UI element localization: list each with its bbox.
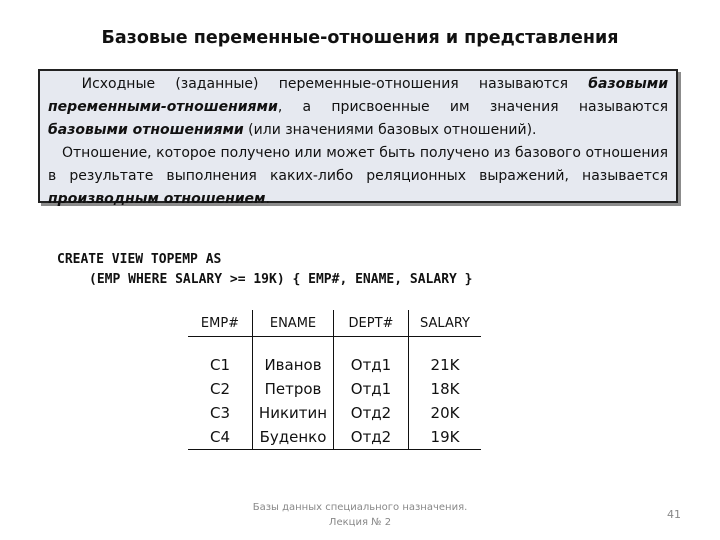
- cell-emp-number: С4: [188, 425, 253, 450]
- definition-text: (или значениями базовых отношений).: [243, 122, 537, 138]
- table-row: [188, 425, 481, 450]
- definition-box: [38, 69, 678, 207]
- page-number: 41: [667, 508, 681, 521]
- cell-dept-number: Отд1: [334, 337, 409, 378]
- cell-emp-number: С1: [209, 356, 231, 374]
- cell-ename: Петров: [253, 377, 334, 401]
- definition-paragraph-derived: [48, 142, 668, 211]
- header-salary: SALARY: [409, 310, 482, 337]
- cell-dept-number: Отд1: [334, 377, 409, 401]
- table-row: [188, 337, 481, 378]
- header-dept-number: DEPT#: [334, 310, 409, 337]
- slide-footer: [220, 500, 500, 530]
- definition-text: Исходные (заданные) переменные-отношения называются: [81, 76, 589, 92]
- cell-dept-number: Отд2: [334, 401, 409, 425]
- definition-text: .: [265, 191, 270, 207]
- cell-salary: 19K: [409, 425, 482, 450]
- table-header-row: [188, 310, 481, 337]
- cell-emp-number: С3: [209, 404, 231, 422]
- cell-salary: 20K: [409, 401, 482, 425]
- definition-text: Отношение, которое получено или может быть получено из базового отношения в результате выполнения каких-либо реляционных выражений, называется: [48, 145, 668, 184]
- cell-salary: 18K: [409, 377, 482, 401]
- cell-emp-number: С2: [209, 380, 231, 398]
- slide-title: Базовые переменные-отношения и представления: [101, 28, 619, 48]
- term-derived-relation: производным отношением: [48, 191, 266, 207]
- definition-paragraph-base: [48, 73, 668, 142]
- header-emp-number: EMP#: [188, 310, 253, 337]
- term-base-relvars: базовыми переменными-отношениями: [48, 76, 668, 115]
- definition-text: , а присвоенные им значения называются: [277, 99, 668, 115]
- code-line-2: (EMP WHERE SALARY >= 19K) { EMP#, ENAME, SALARY }: [89, 272, 473, 287]
- code-line-1: CREATE VIEW TOPEMP AS: [57, 252, 222, 267]
- cell-ename: Никитин: [253, 401, 334, 425]
- cell-salary: 21K: [409, 337, 482, 378]
- sql-code-block: [57, 250, 473, 290]
- term-base-relations: базовыми отношениями: [48, 122, 244, 138]
- cell-dept-number: Отд2: [334, 425, 409, 450]
- footer-lecture: Лекция № 2: [328, 517, 392, 528]
- table-row: [188, 377, 481, 401]
- table-row: [188, 401, 481, 425]
- footer-course: Базы данных специального назначения.: [252, 502, 468, 513]
- header-ename: ENAME: [253, 310, 334, 337]
- cell-ename: Иванов: [253, 337, 334, 378]
- topemp-table: [188, 310, 481, 450]
- cell-ename: Буденко: [253, 425, 334, 450]
